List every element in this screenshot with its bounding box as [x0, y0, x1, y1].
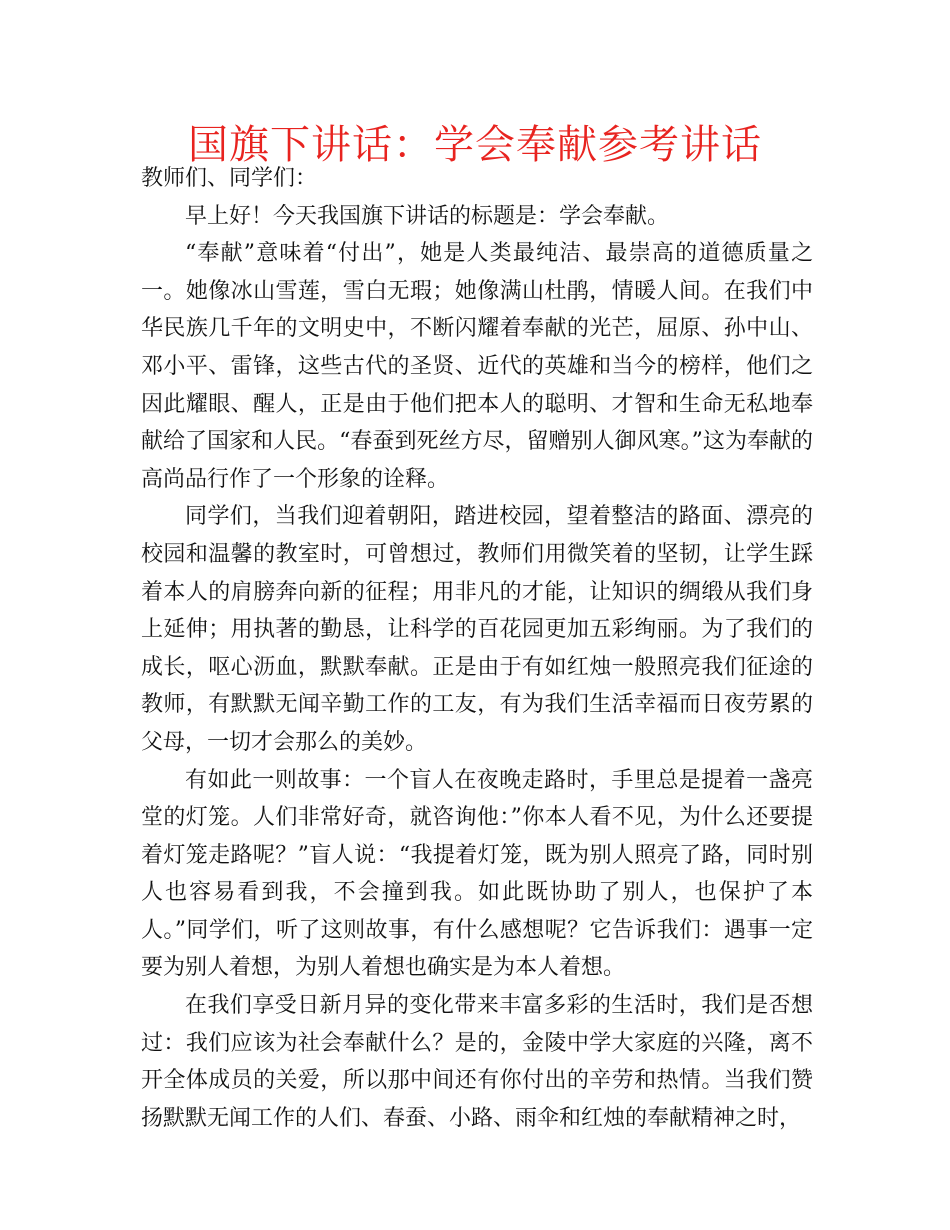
- salutation: 教师们、同学们：: [141, 166, 318, 191]
- paragraph-society: 在我们享受日新月异的变化带来丰富多彩的生活时，我们是否想过：我们应该为社会奉献什么？是的，金陵中学大家庭的兴隆，离不开全体成员的关爱，所以那中间还有你付出的辛劳和热情。当我们赞扬默默无闻工作的人们、春蚕、小路、雨伞和红烛的奉献精神之时，: [141, 993, 813, 1131]
- document-body: [141, 160, 813, 1137]
- paragraph-blind-man-story: 有如此一则故事：一个盲人在夜晚走路时，手里总是提着一盏亮堂的灯笼。人们非常好奇，就咨询他：”你本人看不见，为什么还要提着灯笼走路呢？”盲人说：“我提着灯笼，既为别人照亮了路，同时别人也容易看到我，不会撞到我。如此既协助了别人，也保护了本人。”同学们，听了这则故事，有什么感想呢？它告诉我们：遇事一定要为别人着想，为别人着想也确实是为本人着想。: [141, 767, 813, 981]
- paragraph-dedication-meaning: “奉献”意味着“付出”，她是人类最纯洁、最崇高的道德质量之一。她像冰山雪莲，雪白无瑕；她像满山杜鹃，情暖人间。在我们中华民族几千年的文明史中，不断闪耀着奉献的光芒，屈原、孙中山、邓小平、雷锋，这些古代的圣贤、近代的英雄和当今的榜样，他们之因此耀眼、醒人，正是由于他们把本人的聪明、才智和生命无私地奉献给了国家和人民。“春蚕到死丝方尽，留赠别人御风寒。”这为奉献的高尚品行作了一个形象的诠释。: [141, 241, 813, 492]
- paragraph-greeting: 早上好！今天我国旗下讲话的标题是：学会奉献。: [185, 203, 670, 229]
- paragraph-teachers: 同学们，当我们迎着朝阳，踏进校园，望着整洁的路面、漂亮的校园和温馨的教室时，可曾想过，教师们用微笑着的坚韧，让学生踩着本人的肩膀奔向新的征程；用非凡的才能，让知识的绸缎从我们身上延伸；用执著的勤恳，让科学的百花园更加五彩绚丽。为了我们的成长，呕心沥血，默默奉献。正是由于有如红烛一般照亮我们征途的教师，有默默无闻辛勤工作的工友，有为我们生活幸福而日夜劳累的父母，一切才会那么的美妙。: [141, 504, 813, 755]
- document-title: 国旗下讲话：学会奉献参考讲话: [188, 122, 762, 168]
